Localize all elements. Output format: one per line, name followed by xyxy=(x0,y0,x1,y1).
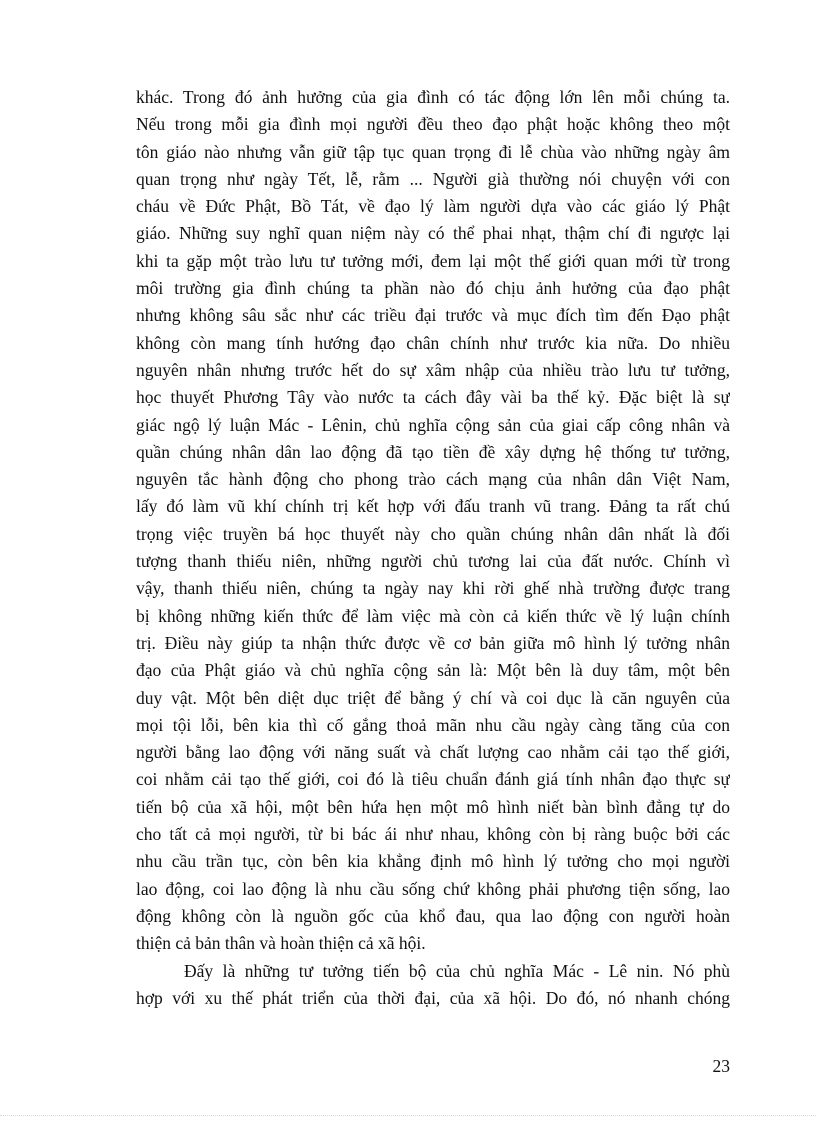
text-line: quan trọng như ngày Tết, lễ, rằm ... Người già thường nói chuyện với con xyxy=(136,168,730,189)
text-line: hợp với xu thế phát triển của thời đại, của xã hội. Do đó, nó nhanh chóng xyxy=(136,987,730,1008)
text-line: người bằng lao động với năng suất và chất lượng cao nhằm cải tạo thế giới, xyxy=(136,742,730,763)
text-line: quần chúng nhân dân lao động đã tạo tiền đề xây dựng hệ thống tư tưởng, xyxy=(136,441,730,462)
text-line: Nếu trong mỗi gia đình mọi người đều theo đạo phật hoặc không theo một xyxy=(136,114,730,135)
text-line: lao động, coi lao động là nhu cầu sống chứ không phải phương tiện sống, lao xyxy=(136,878,730,899)
text-line: khác. Trong đó ảnh hưởng của gia đình có tác động lớn lên mỗi chúng ta. xyxy=(136,87,730,107)
text-line: cháu về Đức Phật, Bồ Tát, về đạo lý làm người dựa vào các giáo lý Phật xyxy=(136,196,730,217)
page-number: 23 xyxy=(712,1056,730,1076)
text-line: cho tất cả mọi người, từ bi bác ái như nhau, không còn bị ràng buộc bởi các xyxy=(136,824,730,845)
text-line: nguyên tắc hành động cho phong trào cách mạng của nhân dân Việt Nam, xyxy=(136,469,730,490)
paragraph xyxy=(136,958,730,1013)
text-line: lấy đó làm vũ khí chính trị kết hợp với đấu tranh vũ trang. Đảng ta rất chú xyxy=(136,496,730,517)
text-line: coi nhằm cải tạo thế giới, coi đó là tiêu chuẩn đánh giá tính nhân đạo thực sự xyxy=(136,769,730,790)
text-line: Đấy là những tư tưởng tiến bộ của chủ nghĩa Mác - Lê nin. Nó phù xyxy=(184,960,730,981)
text-line: trọng việc truyền bá học thuyết này cho quần chúng nhân dân nhất là đối xyxy=(136,523,730,544)
text-line: động không còn là nguồn gốc của khổ đau, qua lao động con người hoàn xyxy=(136,905,730,926)
text-line: nhưng không sâu sắc như các triều đại trước và mục đích tìm đến Đạo phật xyxy=(136,305,730,326)
text-line: trị. Điều này giúp ta nhận thức được về cơ bản giữa mô hình lý tưởng nhân xyxy=(136,632,730,653)
text-line: tiến bộ của xã hội, một bên hứa hẹn một mô hình niết bàn bình đẳng tự do xyxy=(136,796,730,817)
page-bottom-border xyxy=(0,1115,816,1116)
text-line: khi ta gặp một trào lưu tư tưởng mới, đem lại một thế giới quan mới từ trong xyxy=(136,250,730,271)
text-line: không còn mang tính hướng đạo chân chính như trước kia nữa. Do nhiều xyxy=(136,332,730,353)
text-line: bị không những kiến thức để làm việc mà còn cả kiến thức về lý luận chính xyxy=(136,605,730,626)
text-line: nhu cầu trần tục, còn bên kia khẳng định mô hình lý tưởng cho mọi người xyxy=(136,851,730,872)
text-line: tượng thanh thiếu niên, những người chủ tương lai của đất nước. Chính vì xyxy=(136,551,730,572)
text-line: giáo. Những suy nghĩ quan niệm này có thể phai nhạt, thậm chí đi ngược lại xyxy=(136,223,730,244)
body-text xyxy=(136,84,730,1012)
text-line: giác ngộ lý luận Mác - Lênin, chủ nghĩa cộng sản của giai cấp công nhân và xyxy=(136,414,730,435)
text-line: vậy, thanh thiếu niên, chúng ta ngày nay khi rời ghế nhà trường được trang xyxy=(136,578,730,599)
paragraph xyxy=(136,84,730,958)
text-line: thiện cả bản thân và hoàn thiện cả xã hội. xyxy=(136,933,426,954)
text-line: duy vật. Một bên diệt dục triệt để bằng ý chí và coi dục là căn nguyên của xyxy=(136,687,730,708)
text-line: mọi tội lỗi, bên kia thì cố gắng thoả mãn nhu cầu ngày càng tăng của con xyxy=(136,714,730,735)
text-line: tôn giáo nào nhưng vẫn giữ tập tục quan trọng đi lễ chùa vào những ngày âm xyxy=(136,141,730,162)
text-line: nguyên nhân nhưng trước hết do sự xâm nhập của nhiều trào lưu tư tưởng, xyxy=(136,359,730,380)
text-line: học thuyết Phương Tây vào nước ta cách đây vài ba thế kỷ. Đặc biệt là sự xyxy=(136,387,730,408)
text-line: môi trường gia đình chúng ta phần nào đó chịu ảnh hưởng của đạo phật xyxy=(136,278,730,299)
text-line: đạo của Phật giáo và chủ nghĩa cộng sản là: Một bên là duy tâm, một bên xyxy=(136,660,730,681)
